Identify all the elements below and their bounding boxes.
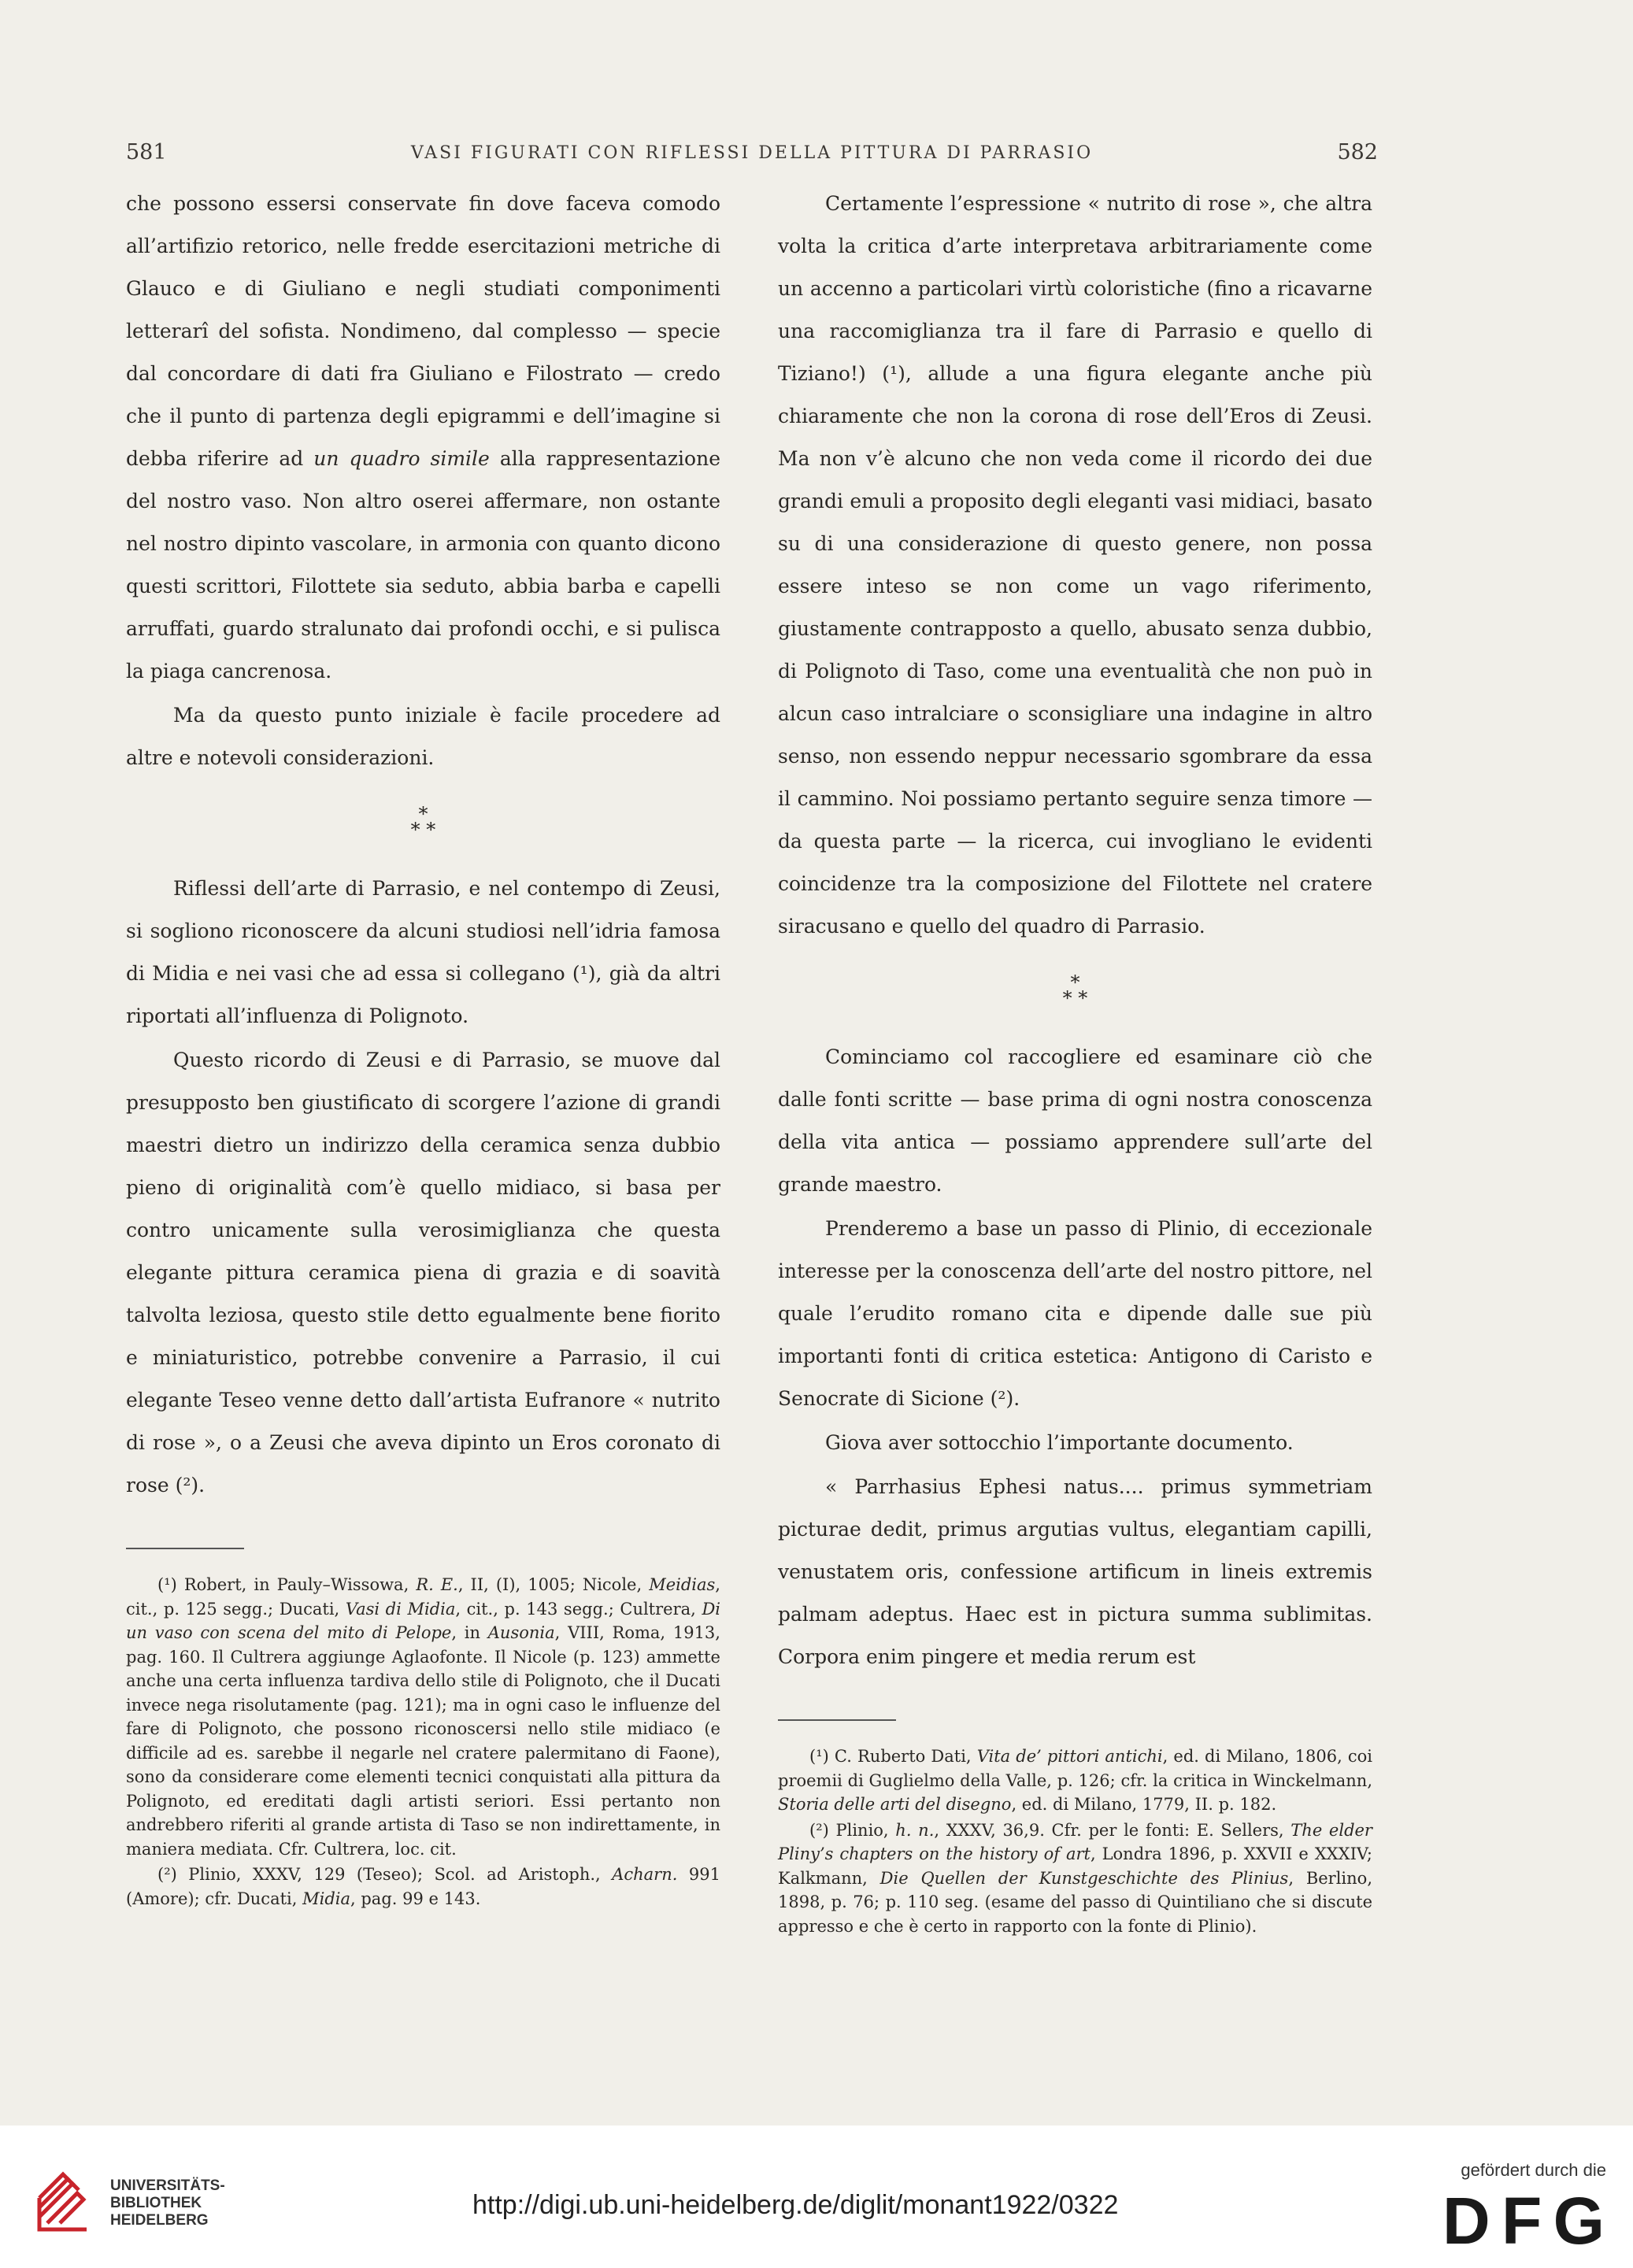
paragraph: che possono essersi conservate fin dove faceva comodo all’artifizio retorico, nelle fredde esercitazioni metriche di Glauco e di Giuliano e negli studiati componimenti letterarî del sofista. Nondimeno, dal complesso — specie dal concordare di dati fra Giuliano e Filostrato — credo che il punto di partenza degli epigrammi e dell’imagine si debba riferire ad un quadro simile alla rappresentazione del nostro vaso. Non altro oserei affermare, non ostante nel nostro dipinto vascolare, in armonia con quanto dicono questi scrittori, Filottete sia seduto, abbia barba e capelli arruffati, guardo stralunato dai profondi occhi, e si pulisca la piaga cancrenosa.	[126, 192, 721, 683]
viewer-footer	[0, 2126, 1633, 2268]
permalink-url[interactable]: http://digi.ub.uni-heidelberg.de/diglit/monant1922/0322	[472, 2190, 1119, 2220]
university-library-name: UNIVERSITÄTS- BIBLIOTHEK HEIDELBERG	[110, 2177, 225, 2229]
running-title: VASI FIGURATI CON RIFLESSI DELLA PITTURA DI PARRASIO	[410, 143, 1094, 163]
funding-note: gefördert durch die	[1461, 2160, 1606, 2180]
footnote-rule	[778, 1719, 896, 1721]
page-number-left: 581	[126, 140, 167, 165]
paragraph: Questo ricordo di Zeusi e di Parrasio, se muove dal presupposto ben giustificato di scorgere l’azione di grandi maestri dietro un indirizzo della ceramica senza dubbio pieno di originalità com’è quello midiaco, si basa per contro unicamente sulla verosimiglianza che questa elegante pittura ceramica piena di grazia e di soavità talvolta leziosa, questo stile detto egualmente bene fiorito e miniaturistico, potrebbe convenire a Parrasio, il cui elegante Teseo venne detto dall’artista Eufranore « nutrito di rose », o a Zeusi che aveva dipinto un Eros coronato di rose (²).	[126, 1049, 720, 1497]
footnote: (²) Plinio, h. n., XXXV, 36,9. Cfr. per le fonti: E. Sellers, The elder Pliny’s chapters on the history of art, Londra 1896, p. XXVII e XXXIV; Kalkmann, Die Quellen der Kunstgeschichte des Plinius, Berlino, 1898, p. 76; p. 110 seg. (esame del passo di Quintiliano che si discute appresso e che è certo in rapporto con la fonte di Plinio).	[778, 1820, 1372, 1936]
left-column	[126, 183, 720, 1912]
dfg-logo-text: DFG	[1442, 2190, 1605, 2250]
paragraph: Cominciamo col raccogliere ed esaminare ciò che dalle fonti scritte — base prima di ogni nostra conoscenza della vita antica — possiamo apprendere sull’arte del grande maestro.	[778, 1045, 1372, 1196]
paragraph: « Parrhasius Ephesi natus.... primus symmetriam picturae dedit, primus argutias vultus, elegantiam capilli, venustatem oris, confessione artificum in lineis extremis palmam adeptus. Haec est in pictura summa sublimitas. Corpora enim pingere et media rerum est	[778, 1475, 1372, 1668]
section-divider-asterism: * * *	[1062, 971, 1088, 1009]
university-library-logo-icon	[31, 2166, 94, 2237]
paragraph: Certamente l’espressione « nutrito di rose », che altra volta la critica d’arte interpretava arbitrariamente come un accenno a particolari virtù coloristiche (fino a ricavarne una raccomiglianza tra il fare di Parrasio e quello di Tiziano!) (¹), allude a una figura elegante anche più chiaramente che non la corona di rose dell’Eros di Zeusi. Ma non v’è alcuno che non veda come il ricordo dei due grandi emuli a proposito degli eleganti vasi midiaci, basato su di una considerazione di questo genere, non possa essere inteso se non come un vago riferimento, giustamente contrapposto a quello, abusato senza dubbio, di Polignoto di Taso, come una eventualità che non può in alcun caso intralciare o sconsigliare una indagine in altro senso, non essendo neppur necessario sgombrare da essa il cammino. Noi possiamo pertanto seguire senza timore — da questa parte — la ricerca, cui invogliano le evidenti coincidenze tra la composizione del Filottete nel cratere siracusano e quello del quadro di Parrasio.	[778, 192, 1372, 938]
paragraph: Giova aver sottocchio l’importante documento.	[825, 1431, 1294, 1454]
footnote: (¹) C. Ruberto Dati, Vita de’ pittori antichi, ed. di Milano, 1806, coi proemii di Guglielmo della Valle, p. 126; cfr. la critica in Winckelmann, Storia delle arti del disegno, ed. di Milano, 1779, II. p. 182.	[778, 1747, 1372, 1814]
footnote: (¹) Robert, in Pauly–Wissowa, R. E., II, (I), 1005; Nicole, Meidias, cit., p. 125 segg.; Ducati, Vasi di Midia, cit., p. 143 segg.; Cultrera, Di un vaso con scena del mito di Pelope, in Ausonia, VIII, Roma, 1913, pag. 160. Il Cultrera aggiunge Aglaofonte. Il Nicole (p. 123) ammette anche una certa influenza tardiva dello stile di Polignoto, che il Ducati invece nega risolutamente (pag. 121); ma in ogni caso le influenze del fare di Polignoto, che possono riconoscersi nello stile midiaco (e difficile ad es. sarebbe il negarle nel cratere palermitano di Faone), sono da considerare come elementi tecnici conquistati alla pittura da Polignoto, ed ereditati dagli artisti seriori. Essi pertanto non andrebbero riferiti al grande artista di Taso se non indirettamente, in maniera mediata. Cfr. Cultrera, loc. cit.	[126, 1575, 720, 1859]
paragraph: Prenderemo a base un passo di Plinio, di eccezionale interesse per la conoscenza dell’arte del nostro pittore, nel quale l’erudito romano cita e dipende dalle sue più importanti fonti di critica estetica: Antigono di Caristo e Senocrate di Sicione (²).	[778, 1217, 1372, 1410]
footnote: (²) Plinio, XXXV, 129 (Teseo); Scol. ad Aristoph., Acharn. 991 (Amore); cfr. Ducati, Midia, pag. 99 e 143.	[126, 1865, 720, 1908]
paragraph: Riflessi dell’arte di Parrasio, e nel contempo di Zeusi, si sogliono riconoscere da alcuni studiosi nell’idria famosa di Midia e nei vasi che ad essa si collegano (¹), già da altri riportati all’influenza di Polignoto.	[126, 877, 720, 1027]
footnote-rule	[126, 1548, 244, 1549]
page-number-right: 582	[1337, 140, 1378, 165]
section-divider-asterism: * * *	[410, 803, 436, 841]
running-head	[126, 140, 1378, 172]
paragraph: Ma da questo punto iniziale è facile procedere ad altre e notevoli considerazioni.	[126, 704, 720, 769]
right-column	[778, 183, 1372, 1940]
dfg-logo-icon	[1442, 2190, 1606, 2250]
